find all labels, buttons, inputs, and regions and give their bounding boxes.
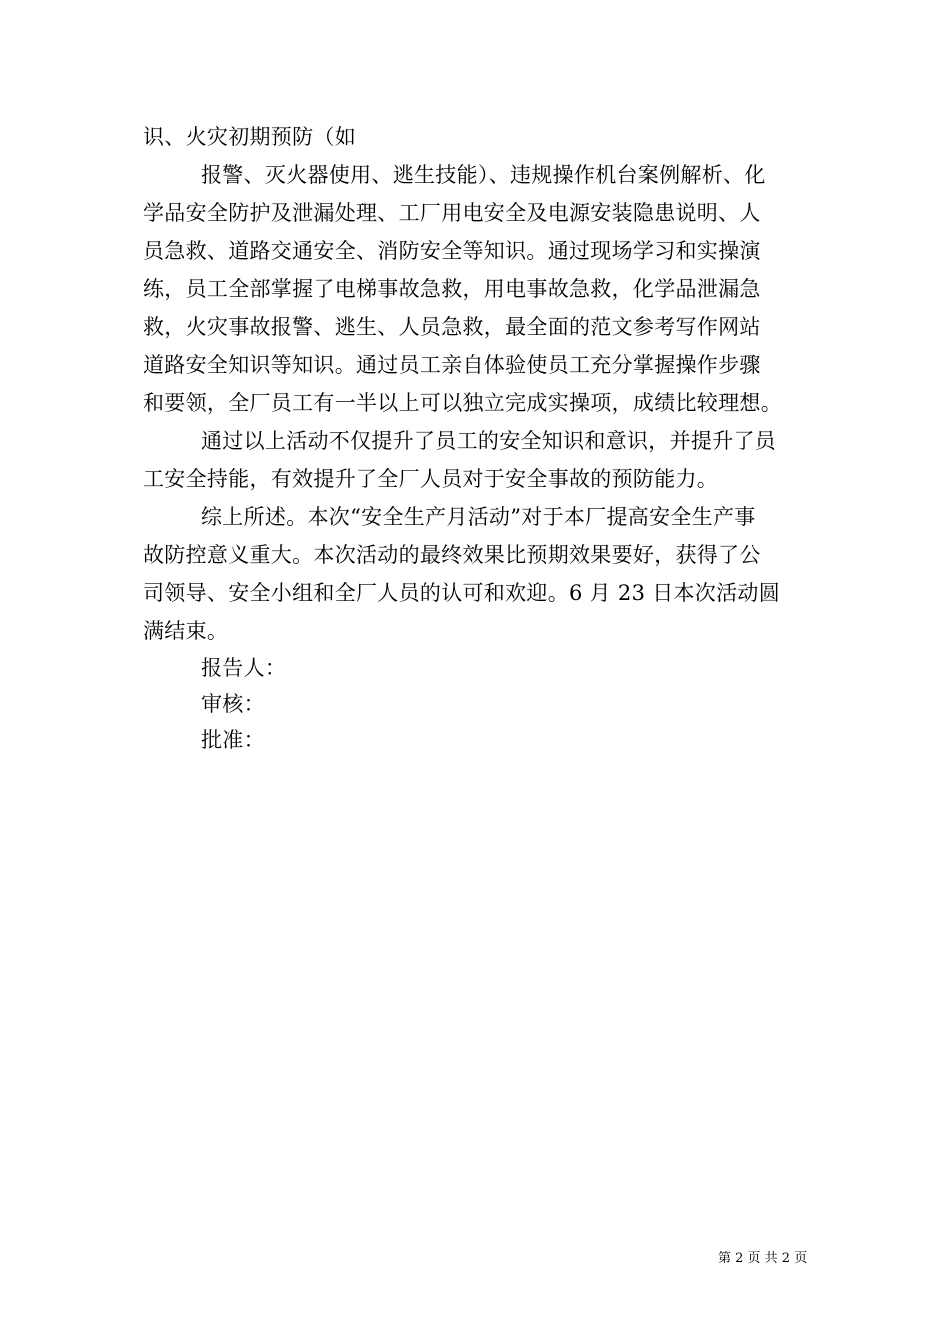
paragraph-2-line-1: 工安全持能，有效提升了全厂人员对于安全事故的预防能力。 bbox=[143, 467, 719, 491]
reporter-label: 报告人： bbox=[201, 656, 287, 680]
reviewer-label: 审核： bbox=[201, 692, 265, 716]
paragraph-1-line-3: 练，员工全部掌握了电梯事故急救，用电事故急救，化学品泄漏急 bbox=[143, 277, 761, 301]
document-body bbox=[143, 118, 808, 758]
paragraph-1-line-6: 和要领，全厂员工有一半以上可以独立完成实操项，成绩比较理想。 bbox=[143, 391, 782, 415]
paragraph-1-line-5: 道路安全知识等知识。通过员工亲自体验使员工充分掌握操作步骤 bbox=[143, 353, 761, 377]
paragraph-1-line-1: 学品安全防护及泄漏处理、工厂用电安全及电源安装隐患说明、人 bbox=[143, 201, 761, 225]
page-number-footer: 第 2 页 共 2 页 bbox=[718, 1251, 808, 1266]
paragraph-1-line-4: 救，火灾事故报警、逃生、人员急救，最全面的范文参考写作网站 bbox=[143, 315, 761, 339]
paragraph-1-line-0: 报警、灭火器使用、逃生技能）、违规操作机台案例解析、化 bbox=[201, 163, 766, 187]
paragraph-3-line-2: 司领导、安全小组和全厂人员的认可和欢迎。6 月 23 日本次活动圆 bbox=[143, 581, 781, 605]
paragraph-2-line-0: 通过以上活动不仅提升了员工的安全知识和意识，并提升了员 bbox=[201, 429, 777, 453]
approver-label: 批准： bbox=[201, 728, 265, 752]
paragraph-3-line-0: 综上所述。本次“安全生产月活动”对于本厂提高安全生产事 bbox=[201, 505, 756, 529]
paragraph-3-line-1: 故防控意义重大。本次活动的最终效果比预期效果要好，获得了公 bbox=[143, 543, 761, 567]
paragraph-0-line-0: 识、火灾初期预防（如 bbox=[143, 125, 356, 149]
paragraph-3-line-3: 满结束。 bbox=[143, 619, 229, 643]
paragraph-1-line-2: 员急救、道路交通安全、消防安全等知识。通过现场学习和实操演 bbox=[143, 239, 761, 263]
